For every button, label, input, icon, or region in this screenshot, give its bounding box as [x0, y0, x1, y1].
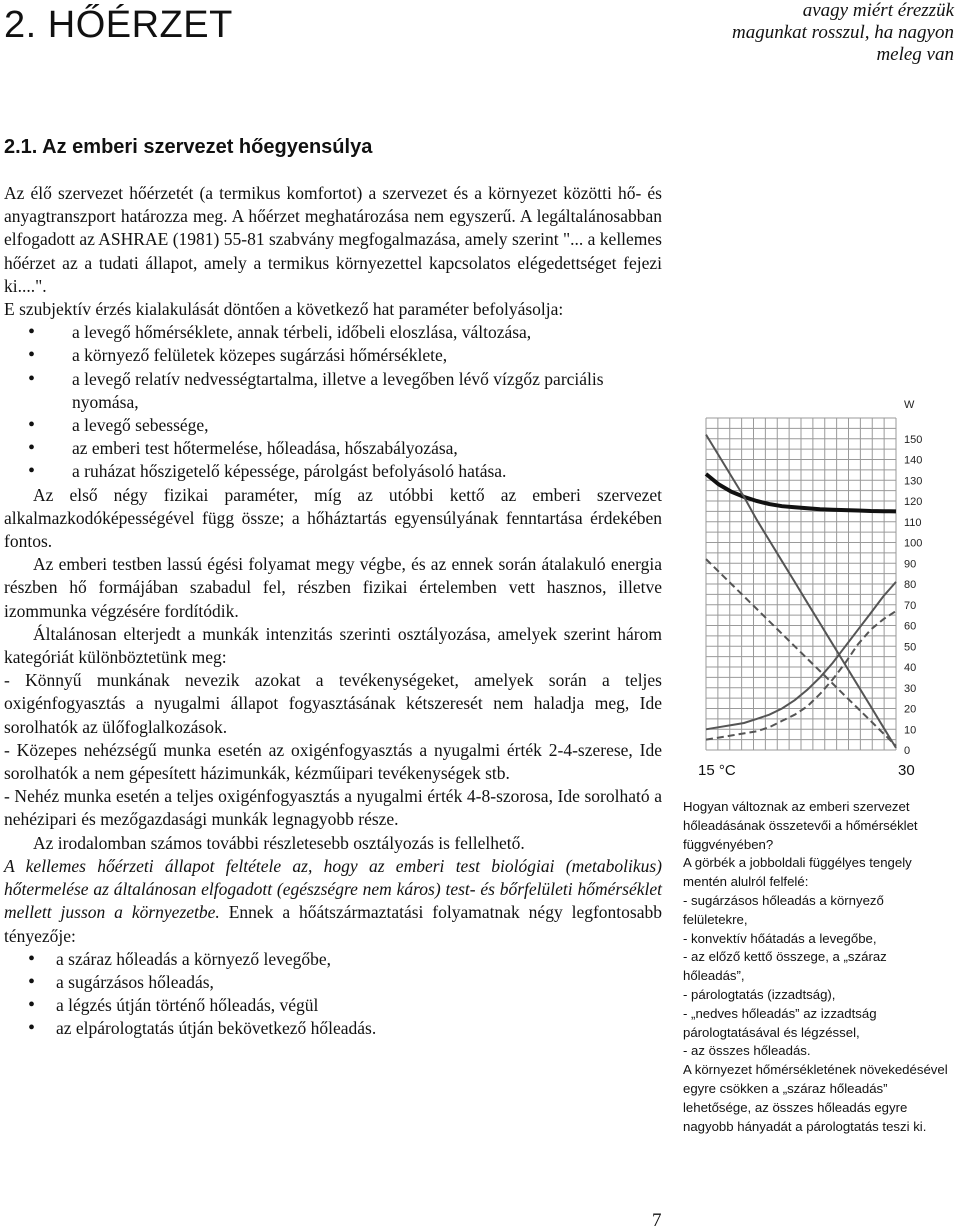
caption-line: Hogyan változnak az emberi szervezet hőleadásának összetevői a hőmérséklet függvényében?: [683, 799, 918, 852]
paragraph: Általánosan elterjedt a munkák intenzitás szerinti osztályozása, amelyek szerint három kategóriát különböztetünk meg:: [4, 623, 662, 668]
main-text: [4, 182, 662, 1041]
paragraph-parameters-intro: E szubjektív érzés kialakulását döntően a következő hat paraméter befolyásolja:: [4, 299, 564, 320]
caption-line: - az összes hőleadás.: [683, 1043, 811, 1059]
section-title: 2.1. Az emberi szervezet hőegyensúlya: [4, 136, 373, 158]
paragraph-light-work: - Könnyű munkának nevezik azokat a tevékenységeket, amelyek során a teljes oxigénfogyasztás a nyugalmi állapot fogyasztásának kétszeresét nem haladja meg, Ide sorolhatók az ülőfoglalkozások.: [4, 670, 662, 737]
caption-line: - konvektív hőátadás a levegőbe,: [683, 930, 877, 946]
list-item: • a száraz hőleadás a környező levegőbe,: [4, 948, 662, 971]
chapter-title: 2. HŐÉRZET: [4, 4, 233, 46]
list-item: • a környező felületek közepes sugárzási hőmérséklete,: [4, 344, 662, 367]
y-tick-label: 120: [904, 496, 923, 508]
y-tick-label: 30: [904, 682, 917, 695]
paragraph-definition: Az élő szervezet hőérzetét (a termikus komfortot) a szervezet és a környezet közötti hő- és anyagtranszport határozza meg. A hőérzet meghatározása nem egyszerű. A legáltalánosabban elfogadott az ASHRAE (1981) 55-81 szabvány megfogalmazása, amely szerint "... a kellemes hőérzet az a tudati állapot, amely a termikus környezettel kapcsolatos elégedettséget fejezi ki....".: [4, 183, 662, 296]
paragraph-continuation: Ennek a hőátszármaztatási folyamatnak négy legfontosabb tényezője:: [4, 902, 662, 946]
y-tick-label: 110: [904, 516, 922, 529]
caption-line: A görbék a jobboldali függélyes tengely mentén alulról felfelé:: [683, 855, 912, 890]
y-tick-label: 50: [904, 641, 917, 654]
parameter-list: [4, 321, 662, 483]
paragraph: Az emberi testben lassú égési folyamat megy végbe, és az ennek során átalakuló energia részben hő formájában szabadul fel, részben fizikai értelemben vett hasznos, illetve izommunka végzésére fordítódik.: [4, 554, 662, 621]
heat-loss-chart: [704, 390, 934, 758]
list-item: • a ruházat hőszigetelő képessége, párolgást befolyásoló hatása.: [4, 460, 662, 483]
y-tick-label: 70: [904, 599, 917, 612]
paragraph: Az irodalomban számos további részletesebb osztályozás is fellelhető.: [33, 832, 525, 853]
list-item: • a levegő relatív nedvességtartalma, illetve a levegőben lévő vízgőz parciális nyomása,: [4, 368, 662, 414]
list-item: • az elpárologtatás útján bekövetkező hőleadás.: [4, 1017, 662, 1040]
y-tick-label: 60: [904, 620, 917, 633]
caption-line: A környezet hőmérsékletének növekedésével egyre csökken a „száraz hőleadás” lehetősége, az összes hőleadás egyre nagyobb hányadát a párologtatás teszi ki.: [683, 1062, 948, 1134]
y-tick-label: 90: [904, 558, 917, 571]
y-tick-label: 150: [904, 433, 923, 446]
paragraph: Az első négy fizikai paraméter, míg az utóbbi kettő az emberi szervezet alkalmazkodóképességével függ össze; a hőháztartás egyensúlyának fenntartása érdekében fontos.: [4, 484, 662, 552]
italic-statement: A kellemes hőérzeti állapot feltétele az, hogy az emberi test biológiai (metabolikus) hőtermelése az általánosan elfogadott (egészségre nem káros) test- és bőrfelületi hőmérséklet mellett jusson a környezetbe.: [4, 855, 662, 923]
tagline-line: avagy miért érezzük: [802, 0, 954, 21]
x-tick-label-max: 30: [898, 762, 915, 779]
list-item: • a levegő sebessége,: [4, 414, 662, 437]
y-tick-label: 0: [904, 745, 911, 757]
caption-line: - „nedves hőleadás” az izzadtság párologtatásával és légzéssel,: [683, 1005, 877, 1040]
tagline-line: magunkat rosszul, ha nagyon: [731, 22, 954, 43]
paragraph-comfort-condition: [4, 855, 662, 948]
y-tick-label: 80: [904, 579, 917, 591]
list-item: • a légzés útján történő hőleadás, végül: [4, 994, 662, 1017]
y-tick-label: 40: [904, 662, 917, 674]
list-item: • a sugárzásos hőleadás,: [4, 971, 662, 994]
list-item: • a levegő hőmérséklete, annak térbeli, időbeli eloszlása, változása,: [4, 321, 662, 344]
y-tick-label: 130: [904, 475, 923, 488]
y-tick-label: 20: [904, 703, 917, 716]
y-unit-label: W: [904, 399, 915, 411]
caption-line: - sugárzásos hőleadás a környező felületekre,: [683, 892, 884, 927]
y-tick-label: 100: [904, 537, 923, 550]
tagline-line: meleg van: [876, 44, 954, 65]
caption-line: - párologtatás (izzadtság),: [683, 986, 836, 1002]
page-number: 7: [652, 1210, 662, 1231]
paragraph-medium-work: - Közepes nehézségű munka esetén az oxigénfogyasztás a nyugalmi érték 2-4-szerese, Ide sorolhatók a nem gépesített házimunkák, kézműipari tevékenységek stb.: [4, 739, 662, 784]
y-tick-label: 10: [904, 724, 917, 737]
caption-line: - az előző kettő összege, a „száraz hőleadás”,: [683, 949, 887, 984]
heat-loss-factor-list: [4, 948, 662, 1041]
figure-caption: [683, 798, 951, 1136]
y-axis-labels: [904, 399, 922, 757]
x-tick-label-min: 15 °C: [698, 762, 736, 779]
paragraph-heavy-work: - Nehéz munka esetén a teljes oxigénfogyasztás a nyugalmi érték 4-8-szorosa, Ide sorolható a nehézipari és mezőgazdasági munkák legnagyobb része.: [4, 786, 662, 830]
y-tick-label: 140: [904, 454, 923, 467]
list-item: • az emberi test hőtermelése, hőleadása, hőszabályozása,: [4, 437, 662, 460]
chapter-tagline: [654, 0, 954, 66]
